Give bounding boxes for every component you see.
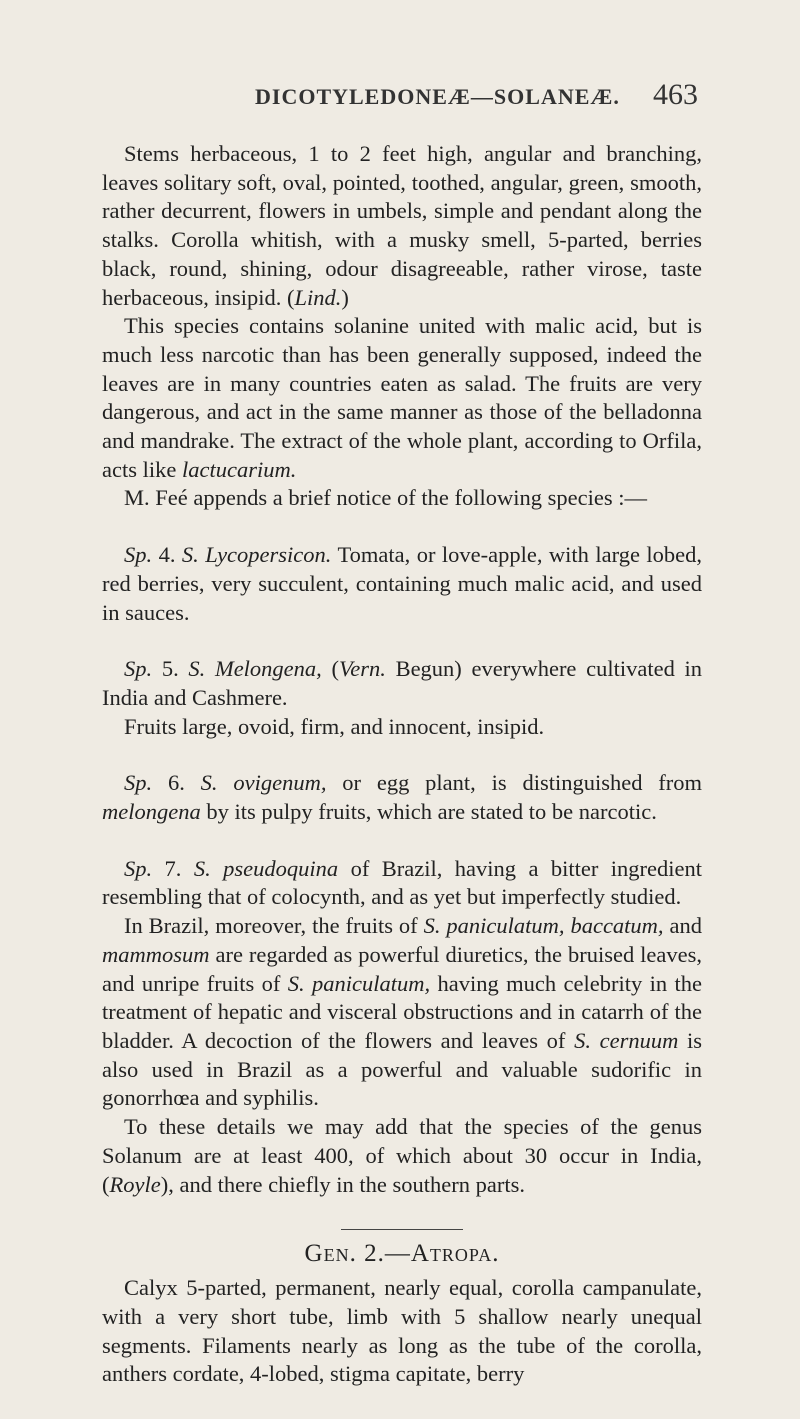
page-header	[0, 78, 800, 124]
text-run: are regarded as powerful diuretics, the bruised leaves, and unripe fruits of	[102, 941, 702, 996]
text-run: is also used in Brazil as a powerful and valuable sudorific in gonorrhœa and syphilis.	[102, 1027, 703, 1111]
text-run: Stems herbaceous, 1 to 2 feet high, angular and branching, leaves solitary soft, oval, pointed, toothed, angular, green, smooth, rather decurrent, flowers in umbels, simple and pendant along the stalks. Corolla whitish, with a musky smell, 5-parted, berries black, round, shining, odour disagreeable, rather virose, taste herbaceous, insipid. (	[102, 141, 702, 310]
text-run: (	[321, 656, 339, 682]
text-run: by its pulpy fruits, which are stated to be narcotic.	[200, 799, 657, 825]
paragraph-p2	[102, 312, 702, 484]
text-run: ), and there chiefly in the southern parts.	[160, 1171, 525, 1197]
section-heading: Gen. 2.—Atropa.	[304, 1240, 500, 1268]
text-run: Begun) everywhere cultivated in India and Cashmere.	[102, 656, 703, 710]
text-run: )	[341, 284, 349, 310]
paragraph-p5	[102, 655, 702, 712]
italic-text: Sp.	[124, 542, 153, 568]
paragraph-p1	[102, 140, 702, 312]
paragraph-p7	[102, 769, 702, 826]
section-rule	[341, 1229, 463, 1230]
text-run: 7.	[152, 855, 194, 881]
italic-text: S. paniculatum,	[287, 970, 431, 996]
italic-text: S. paniculatum, baccatum,	[423, 913, 664, 939]
italic-text: S. cernuum	[574, 1027, 679, 1053]
italic-text: Sp.	[124, 770, 153, 796]
paragraph-p9	[102, 912, 702, 1113]
paragraph-p4	[102, 541, 702, 627]
paragraph-p11	[102, 1274, 702, 1389]
running-head: DICOTYLEDONEÆ—SOLANEÆ.	[255, 84, 620, 109]
text-run: of Brazil, having a bitter ingredient resembling that of colocynth, and as yet but imperfectly studied.	[102, 855, 702, 910]
text-run: 6.	[152, 770, 201, 796]
paragraphs-before-heading	[102, 140, 702, 1199]
text-run: Tomata, or love-apple, with large lobed, red berries, very succulent, containing much malic acid, and used in sauces.	[102, 542, 702, 625]
italic-text: lactucarium.	[181, 456, 297, 482]
italic-text: Vern.	[339, 656, 386, 682]
paragraph-p6	[102, 713, 702, 742]
italic-text: mammosum	[102, 941, 210, 967]
text-run: having much celebrity in the treatment of hepatic and visceral obstructions and in catarrh of the bladder. A decoction of the flowers and leaves of	[102, 970, 702, 1053]
italic-text: Sp.	[124, 656, 153, 682]
text-run: Calyx 5-parted, permanent, nearly equal, corolla campanulate, with a very short tube, limb with 5 shallow nearly unequal segments. Filaments nearly as long as the tube of the corolla, anthers cordate, 4-lobed, stigma capitate, berry	[102, 1275, 702, 1387]
body-text	[102, 140, 702, 1389]
paragraph-p8	[102, 855, 702, 912]
text-run: Fruits large, ovoid, firm, and innocent, insipid.	[124, 713, 545, 739]
italic-text: melongena	[102, 799, 201, 825]
text-run: To these details we may add that the species of the genus Solanum are at least 400, of which about 30 occur in India, (	[102, 1114, 702, 1197]
italic-text: Sp.	[124, 855, 153, 881]
paragraph-p10	[102, 1113, 702, 1199]
text-run: and	[663, 913, 702, 939]
italic-text: Lind.	[294, 284, 342, 310]
text-run: or egg plant, is distinguished from	[326, 770, 703, 796]
text-run: M. Feé appends a brief notice of the following species :—	[124, 485, 647, 511]
paragraph-p3	[102, 484, 702, 513]
italic-text: S. Melongena,	[188, 656, 322, 682]
text-run: In Brazil, moreover, the fruits of	[124, 913, 424, 939]
page-number: 463	[653, 78, 698, 111]
italic-text: S. pseudoquina	[193, 855, 339, 881]
text-run: 5.	[152, 656, 189, 682]
italic-text: Royle	[109, 1171, 161, 1197]
italic-text: S. ovigenum,	[200, 770, 327, 796]
text-run: This species contains solanine united with malic acid, but is much less narcotic than has been generally supposed, indeed the leaves are in many countries eaten as salad. The fruits are very dangerous, and act in the same manner as those of the belladonna and mandrake. The extract of the whole plant, according to Orfila, acts like	[102, 313, 702, 482]
text-run: 4.	[152, 542, 182, 568]
paragraphs-after-heading	[102, 1274, 702, 1389]
italic-text: S. Lycopersicon.	[181, 542, 332, 568]
